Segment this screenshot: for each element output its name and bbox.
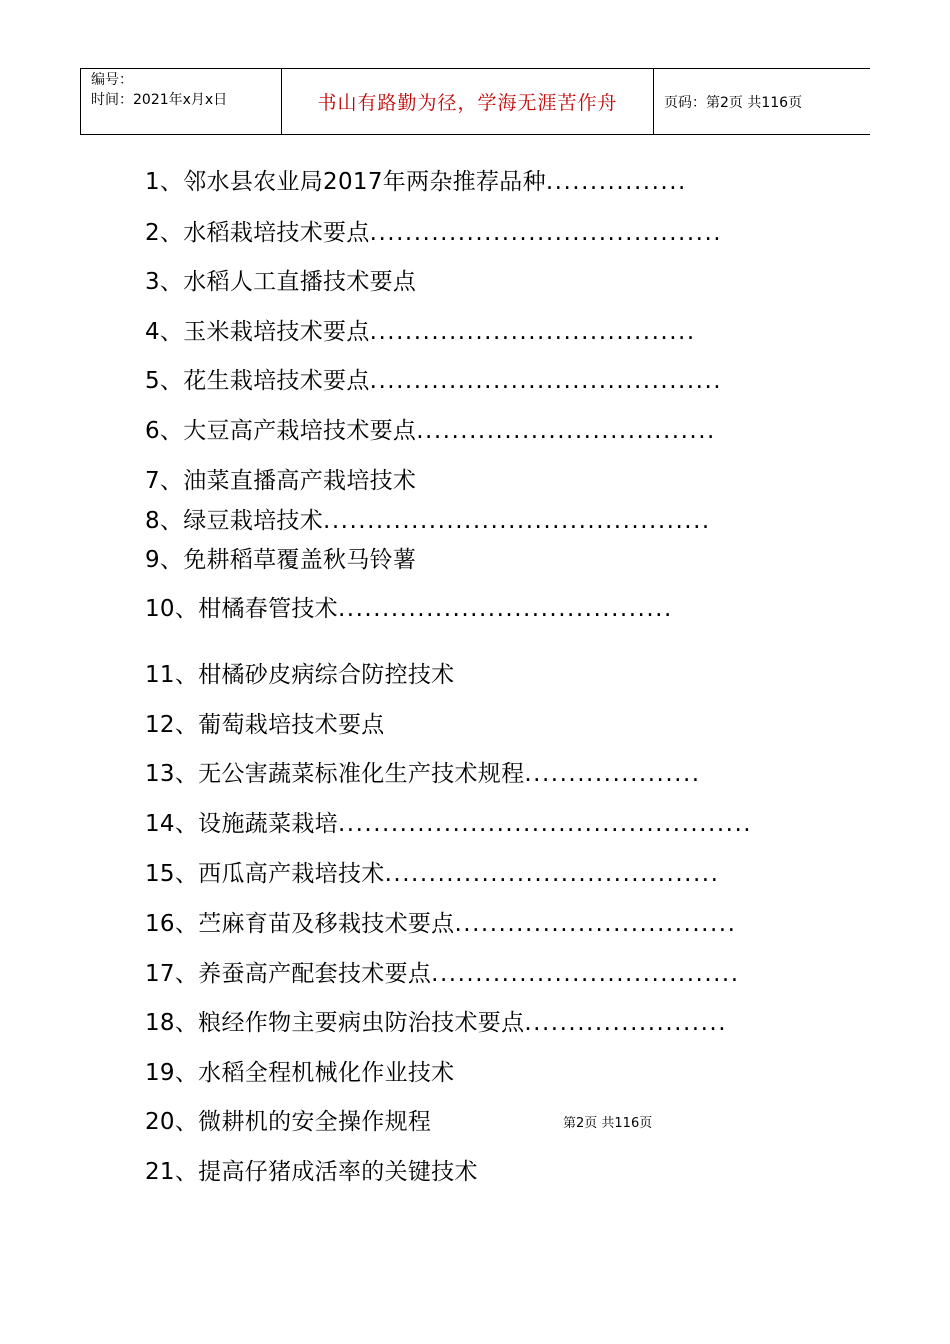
time-label: 时间：2021年x月x日: [91, 92, 228, 108]
toc-item: 12、葡萄栽培技术要点: [145, 712, 385, 738]
toc-item: 14、设施蔬菜栽培...............................................: [145, 811, 753, 837]
header-page-cell: [654, 69, 870, 134]
number-label: 编号：: [91, 72, 133, 88]
toc-item: 11、柑橘砂皮病综合防控技术: [145, 662, 455, 688]
toc-item: 15、西瓜高产栽培技术......................................: [145, 861, 720, 887]
toc-item: 20、微耕机的安全操作规程: [145, 1109, 432, 1135]
toc-item: 21、提高仔猪成活率的关键技术: [145, 1159, 478, 1185]
toc-item: 2、水稻栽培技术要点........................................: [145, 220, 723, 246]
toc-item: 13、无公害蔬菜标准化生产技术规程....................: [145, 761, 701, 787]
toc-item: 9、免耕稻草覆盖秋马铃薯: [145, 547, 417, 573]
motto-text: 书山有路勤为径，学海无涯苦作舟: [317, 92, 618, 114]
page-indicator: 第2页 共116页: [563, 1116, 653, 1131]
toc-item: 18、粮经作物主要病虫防治技术要点.......................: [145, 1010, 728, 1036]
toc-item: 3、水稻人工直播技术要点: [145, 269, 417, 295]
toc-item: 17、养蚕高产配套技术要点...................................: [145, 961, 740, 987]
header-motto-cell: [282, 69, 654, 134]
toc-item: 1、邻水县农业局2017年两杂推荐品种................: [145, 169, 687, 195]
header-meta-cell: [80, 69, 282, 134]
page-header: [80, 68, 870, 135]
toc-item: 4、玉米栽培技术要点.....................................: [145, 319, 696, 345]
toc-item: 5、花生栽培技术要点........................................: [145, 368, 723, 394]
toc-item: 8、绿豆栽培技术............................................: [145, 508, 711, 534]
toc-item: 16、苎麻育苗及移栽技术要点................................: [145, 911, 737, 937]
toc-item: 7、油菜直播高产栽培技术: [145, 468, 417, 494]
toc-item: 6、大豆高产栽培技术要点..................................: [145, 418, 716, 444]
toc-item: 19、水稻全程机械化作业技术: [145, 1060, 455, 1086]
page-label: 页码：第2页 共116页: [664, 94, 803, 111]
toc-item: 10、柑橘春管技术......................................: [145, 596, 673, 622]
